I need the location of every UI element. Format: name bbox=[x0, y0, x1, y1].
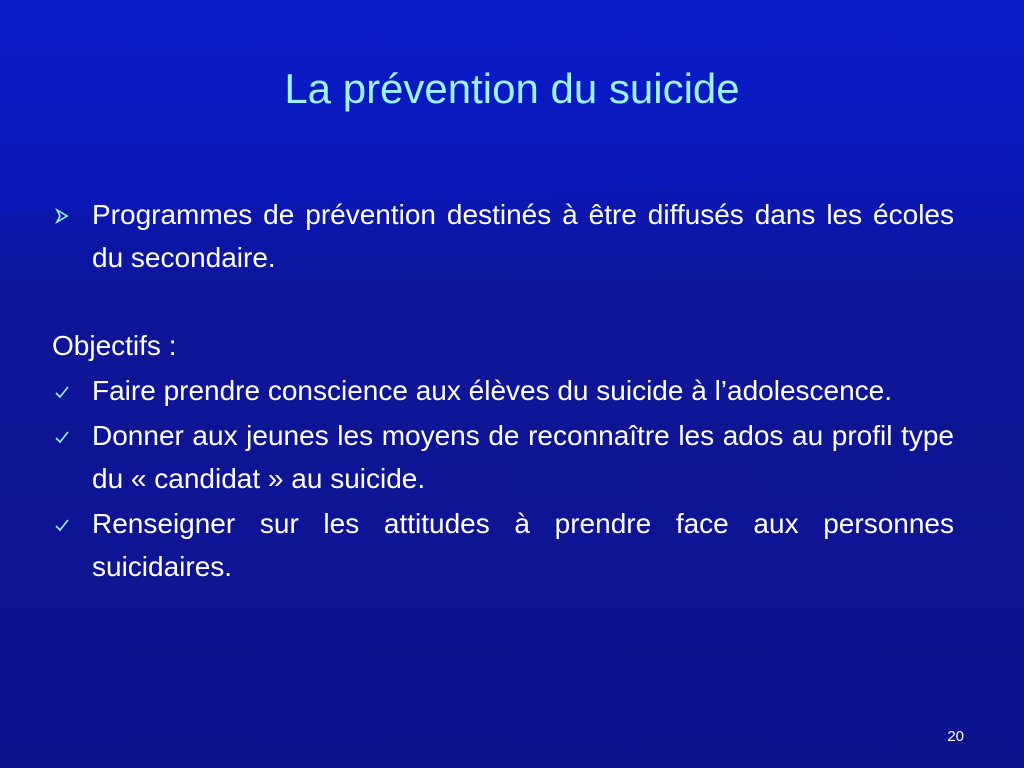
slide-content bbox=[52, 193, 954, 588]
spacer bbox=[52, 279, 954, 324]
objective-item-3 bbox=[52, 502, 954, 588]
objectives-heading: Objectifs : bbox=[52, 330, 177, 361]
checkmark-icon bbox=[54, 414, 84, 457]
objective-item-2 bbox=[52, 414, 954, 500]
checkmark-icon bbox=[54, 369, 84, 412]
objective-item-1 bbox=[52, 369, 954, 412]
objective-text: Renseigner sur les attitudes à prendre face aux personnes suicidaires. bbox=[92, 508, 954, 582]
objective-text: Faire prendre conscience aux élèves du suicide à l’adolescence. bbox=[92, 375, 893, 406]
bullet-text: Programmes de prévention destinés à être diffusés dans les écoles du secondaire. bbox=[92, 199, 954, 273]
arrow-bullet-icon bbox=[54, 193, 84, 236]
bullet-item bbox=[52, 193, 954, 279]
objective-text: Donner aux jeunes les moyens de reconnaître les ados au profil type du « candidat » au suicide. bbox=[92, 420, 954, 494]
page-number: 20 bbox=[947, 728, 964, 745]
checkmark-icon bbox=[54, 502, 84, 545]
slide-title: La prévention du suicide bbox=[284, 65, 740, 112]
